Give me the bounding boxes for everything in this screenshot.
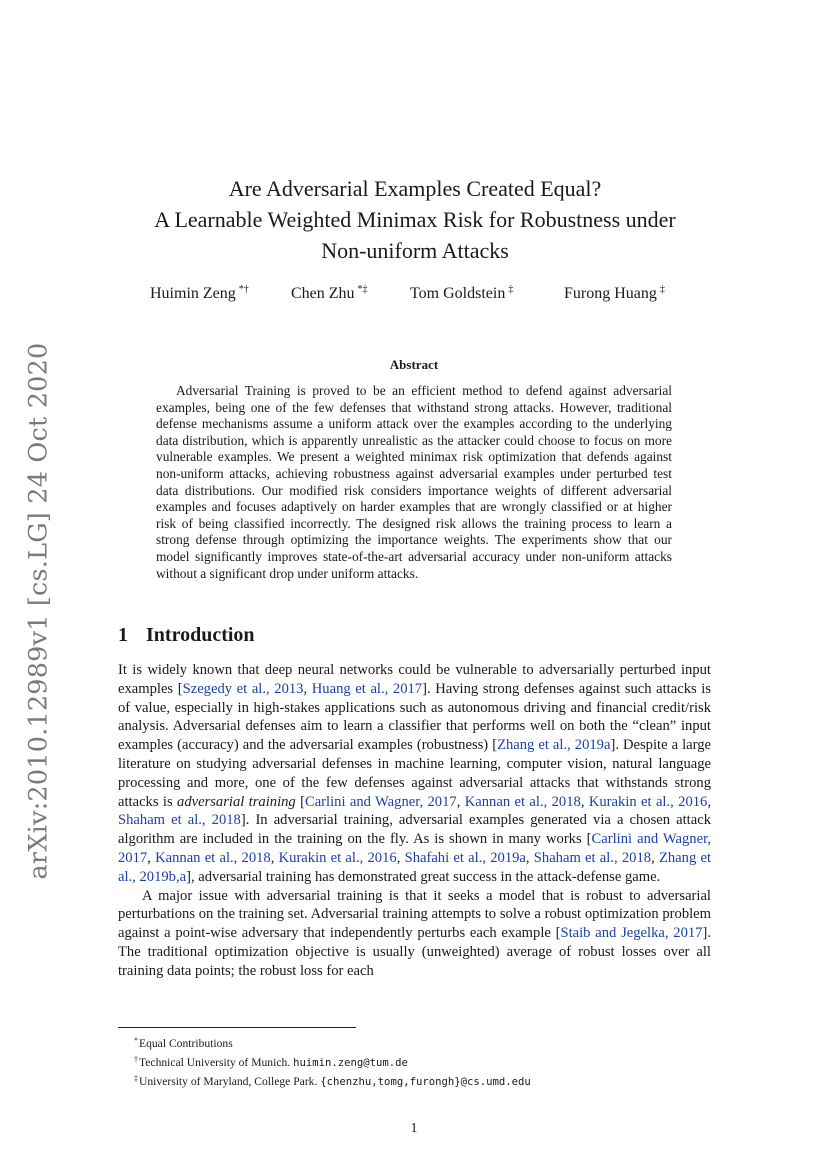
email-address: huimin.zeng@tum.de — [293, 1056, 408, 1069]
body-text — [118, 661, 711, 981]
abstract-text: Adversarial Training is proved to be an efficient method to defend against adversarial examples, being one of the few defenses that withstand strong attacks. However, traditional defense mechanisms assume a uniform attack over the examples according to the underlying data distribution, which is apparently unrealistic as the attacker could choose to focus on more vulnerable examples. We present a weighted minimax risk optimization that defends against non-uniform attacks, achieving robustness against adversarial examples under perturbed test data distributions. Our modified risk considers importance weights of different adversarial examples and focuses adaptively on harder examples that are wrongly classified or at higher risk of being classified incorrectly. The designed risk allows the training process to learn a strong defense through optimizing the importance weights. The experiments show that our model significantly improves state-of-the-art adversarial accuracy under non-uniform attacks without a significant drop under uniform attacks. — [156, 383, 672, 581]
footnote: *Equal Contributions — [134, 1036, 233, 1050]
footnote-divider — [118, 1027, 356, 1028]
author: Huimin Zeng *† — [150, 284, 249, 302]
author: Furong Huang ‡ — [564, 284, 665, 302]
footnote-mark: * — [134, 1036, 138, 1045]
footnote: †Technical University of Munich. huimin.zeng@tum.de — [134, 1054, 408, 1069]
author: Tom Goldstein ‡ — [410, 284, 514, 302]
affiliation-mark: *‡ — [357, 284, 368, 295]
citation-link[interactable]: Zhang et al., 2019b,a — [118, 849, 712, 885]
arxiv-identifier-stamp — [12, 342, 64, 880]
footnote-mark: ‡ — [134, 1074, 138, 1084]
arxiv-identifier-text: arXiv:2010.12989v1 [cs.LG] 24 Oct 2020 — [23, 342, 53, 880]
page-number: 1 — [410, 1121, 418, 1136]
citation-link[interactable]: Shafahi et al., 2019a — [404, 849, 526, 866]
citation-link[interactable]: Staib and Jegelka, 2017 — [560, 925, 703, 942]
footnote-mark: † — [134, 1054, 138, 1064]
section-heading — [118, 624, 255, 647]
citation-link[interactable]: Kurakin et al., 2016 — [588, 793, 708, 810]
paper-title — [118, 173, 712, 266]
title-line: Non-uniform Attacks — [321, 238, 509, 263]
citation-link[interactable]: Carlini and Wagner, 2017 — [118, 831, 711, 866]
citation-link[interactable]: Shaham et al., 2018 — [118, 812, 241, 829]
emphasis: adversarial training — [177, 793, 296, 810]
section-number: 1 — [118, 624, 128, 646]
footnotes — [134, 1033, 531, 1091]
paragraph: It is widely known that deep neural networks could be vulnerable to adversarially perturbed input examples [Szegedy et al., 2013, Huang et al., 2017]. Having strong defenses against such attacks is of value, especially in high-stakes applications such as autonomous driving and financial credit/risk analysis. Adversarial defenses aim to learn a classifier that performs well on both the “clean” input examples (accuracy) and the adversarial examples (robustness) [Zhang et al., 2019a]. Despite a large literature on studying adversarial defenses in machine learning, computer vision, natural language processing and more, one of the few defenses against adversarial attacks that withstands strong attacks is adversarial training [Carlini and Wagner, 2017, Kannan et al., 2018, Kurakin et al., 2016, Shaham et al., 2018]. In adversarial training, adversarial examples generated via a chosen attack algorithm are included in the training on the fly. As is shown in many works [Carlini and Wagner, 2017, Kannan et al., 2018, Kurakin et al., 2016, Shafahi et al., 2019a, Shaham et al., 2018, Zhang et al., 2019b,a], adversarial training has demonstrated great success in the attack-defense game. — [118, 662, 712, 885]
citation-link[interactable]: Carlini and Wagner, 2017 — [304, 793, 457, 810]
citation-link[interactable]: Kurakin et al., 2016 — [278, 849, 397, 866]
paragraph: A major issue with adversarial training is that it seeks a model that is robust to adversarial perturbations on the training set. Adversarial training attempts to solve a robust optimization problem against a point-wise adversary that independently perturbs each example [Staib and Jegelka, 2017]. The traditional optimization objective is usually (unweighted) average of robust losses over all training data points; the robust loss for each — [118, 887, 711, 979]
citation-link[interactable]: Shaham et al., 2018 — [533, 849, 652, 866]
title-line: A Learnable Weighted Minimax Risk for Robustness under — [154, 207, 676, 232]
affiliation-mark: ‡ — [508, 284, 514, 295]
affiliation-mark: ‡ — [659, 284, 665, 295]
citation-link[interactable]: Kannan et al., 2018 — [464, 793, 581, 810]
affiliation-mark: *† — [238, 284, 249, 295]
citation-link[interactable]: Kannan et al., 2018 — [155, 849, 271, 866]
citation-link[interactable]: Zhang et al., 2019a — [497, 737, 611, 754]
email-address: {chenzhu,tomg,furongh}@cs.umd.edu — [320, 1076, 531, 1089]
abstract-heading: Abstract — [389, 357, 439, 372]
section-title: Introduction — [146, 624, 255, 646]
footnote: ‡University of Maryland, College Park. {chenzhu,tomg,furongh}@cs.umd.edu — [134, 1074, 531, 1089]
author: Chen Zhu *‡ — [291, 284, 368, 302]
citation-link[interactable]: Szegedy et al., 2013 — [182, 680, 304, 697]
citation-link[interactable]: Huang et al., 2017 — [311, 680, 423, 697]
title-line: Are Adversarial Examples Created Equal? — [228, 176, 602, 201]
